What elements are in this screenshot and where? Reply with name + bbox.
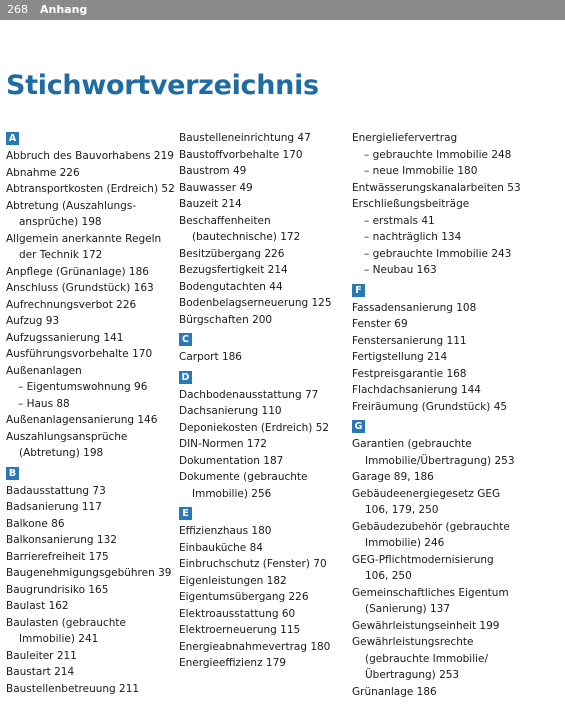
index-subentry: – erstmals 41 xyxy=(364,214,435,227)
index-entry: Anpflege (Grünanlage) 186 xyxy=(6,265,149,278)
index-entry: Deponiekosten (Erdreich) 52 xyxy=(179,421,330,434)
index-entry: Badsanierung 117 xyxy=(6,501,102,513)
index-entry: Bauleiter 211 xyxy=(6,649,77,662)
index-entry: Energieliefervertrag xyxy=(352,132,458,144)
index-entry: Baustrom 49 xyxy=(179,165,247,177)
index-entry-continuation: Immobilie) 246 xyxy=(365,537,445,549)
index-entry: Dokumente (gebrauchte xyxy=(179,471,308,483)
index-entry: Bodengutachten 44 xyxy=(179,280,283,293)
index-entry: Beschaffenheiten xyxy=(179,214,271,227)
index-entry-continuation: Übertragung) 253 xyxy=(365,669,460,681)
index-entry-continuation: (gebrauchte Immobilie/ xyxy=(365,652,489,665)
index-subentry: – Eigentumswohnung 96 xyxy=(18,381,148,393)
index-entry-continuation: 106, 179, 250 xyxy=(365,504,439,516)
index-entry: Eigentumsübergang 226 xyxy=(179,591,309,603)
index-subentry: – nachträglich 134 xyxy=(364,231,462,243)
index-entry: Energieeffizienz 179 xyxy=(179,657,286,669)
index-entry: DIN-Normen 172 xyxy=(179,438,267,450)
index-entry: Eigenleistungen 182 xyxy=(179,574,287,587)
letter-heading-c: C xyxy=(179,333,192,346)
letter-heading-d: D xyxy=(179,371,192,384)
index-entry: Festpreisgarantie 168 xyxy=(352,367,467,380)
index-entry: Abnahme 226 xyxy=(6,166,80,179)
letter-heading-a: A xyxy=(6,132,19,145)
index-entry: Dachsanierung 110 xyxy=(179,405,282,417)
section-name: Anhang xyxy=(40,3,88,16)
index-column-2 xyxy=(179,130,344,672)
letter-heading-f: F xyxy=(352,284,365,297)
index-entry: Baustoffvorbehalte 170 xyxy=(179,148,303,161)
index-entry: Dokumentation 187 xyxy=(179,454,284,467)
index-entry: Garage 89, 186 xyxy=(352,471,434,483)
index-entry-continuation: Immobilie) 241 xyxy=(19,633,99,645)
letter-heading-e: E xyxy=(179,507,192,520)
index-entry: Außenanlagen xyxy=(6,364,82,377)
index-entry: Bauzeit 214 xyxy=(179,198,242,210)
index-entry: Gebäudezubehör (gebrauchte xyxy=(352,520,510,533)
index-entry: Energieabnahmevertrag 180 xyxy=(179,640,331,653)
index-entry: Fenster 69 xyxy=(352,318,408,330)
index-subentry: – Haus 88 xyxy=(18,397,70,410)
index-entry-continuation: (Sanierung) 137 xyxy=(365,603,450,615)
index-entry: Einbruchschutz (Fenster) 70 xyxy=(179,558,327,570)
index-subentry: – neue Immobilie 180 xyxy=(364,165,478,177)
page-title: Stichwortverzeichnis xyxy=(6,70,319,101)
index-entry: Abtransportkosten (Erdreich) 52 xyxy=(6,183,175,195)
page-number: 268 xyxy=(7,3,28,16)
letter-heading-g: G xyxy=(352,420,365,433)
index-entry: Fassadensanierung 108 xyxy=(352,301,477,314)
index-entry: Baulast 162 xyxy=(6,600,69,612)
index-entry: Gewährleistungseinheit 199 xyxy=(352,619,500,632)
index-entry: Freiräumung (Grundstück) 45 xyxy=(352,400,508,413)
index-entry: Garantien (gebrauchte xyxy=(352,438,472,450)
index-entry: Grünanlage 186 xyxy=(352,685,437,698)
index-entry: Baugrundrisiko 165 xyxy=(6,583,109,596)
index-entry: Flachdachsanierung 144 xyxy=(352,384,481,396)
index-subentry: – gebrauchte Immobilie 243 xyxy=(364,247,512,260)
index-entry-continuation: ansprüche) 198 xyxy=(19,216,102,228)
running-header xyxy=(0,0,565,20)
index-entry: Baustart 214 xyxy=(6,666,75,678)
index-entry: Badausstattung 73 xyxy=(6,484,106,497)
index-entry: Fertigstellung 214 xyxy=(352,351,448,363)
index-subentry: – gebrauchte Immobilie 248 xyxy=(364,148,512,161)
index-entry-continuation: (Abtretung) 198 xyxy=(19,447,104,459)
index-entry-continuation: (bautechnische) 172 xyxy=(192,231,301,243)
index-entry: Einbauküche 84 xyxy=(179,541,263,554)
index-entry: Gewährleistungsrechte xyxy=(352,636,474,648)
index-entry-continuation: Immobilie/Übertragung) 253 xyxy=(365,454,515,467)
index-entry: Entwässerungskanalarbeiten 53 xyxy=(352,181,521,194)
index-entry: Aufzugssanierung 141 xyxy=(6,331,124,344)
index-entry: Baugenehmigungsgebühren 39 xyxy=(6,567,172,579)
index-column-1 xyxy=(6,130,174,697)
index-entry: Aufrechnungsverbot 226 xyxy=(6,298,137,311)
index-entry: Anschluss (Grundstück) 163 xyxy=(6,282,154,294)
index-entry: Baustelleneinrichtung 47 xyxy=(179,132,311,144)
index-entry: Bezugsfertigkeit 214 xyxy=(179,264,288,276)
letter-heading-b: B xyxy=(6,467,19,480)
index-entry-continuation: 106, 250 xyxy=(365,570,412,582)
index-entry: Baustellenbetreuung 211 xyxy=(6,682,140,695)
index-entry: Erschließungsbeiträge xyxy=(352,198,470,210)
index-entry: Fenstersanierung 111 xyxy=(352,334,467,347)
index-entry-continuation: der Technik 172 xyxy=(19,249,103,261)
index-entry: Baulasten (gebrauchte xyxy=(6,616,126,629)
index-entry: Außenanlagensanierung 146 xyxy=(6,414,158,426)
index-entry: Ausführungsvorbehalte 170 xyxy=(6,348,153,360)
index-entry: Balkone 86 xyxy=(6,517,65,530)
index-entry: Gebäudeenergiegesetz GEG xyxy=(352,487,501,500)
index-entry: Bodenbelagserneuerung 125 xyxy=(179,297,332,309)
index-entry: Elektroerneuerung 115 xyxy=(179,624,301,636)
index-entry: Besitzübergang 226 xyxy=(179,247,285,260)
index-entry: Effizienzhaus 180 xyxy=(179,525,272,537)
index-entry: Allgemein anerkannte Regeln xyxy=(6,232,162,245)
index-entry: Balkonsanierung 132 xyxy=(6,534,117,546)
index-subentry: – Neubau 163 xyxy=(364,264,437,276)
index-entry: Elektroausstattung 60 xyxy=(179,607,296,620)
index-entry: GEG-Pflichtmodernisierung xyxy=(352,553,494,566)
index-entry: Gemeinschaftliches Eigentum xyxy=(352,586,509,599)
index-column-3 xyxy=(352,130,562,700)
index-entry-continuation: Immobilie) 256 xyxy=(192,487,272,500)
index-entry: Bürgschaften 200 xyxy=(179,313,273,326)
index-entry: Bauwasser 49 xyxy=(179,181,253,194)
index-entry: Auszahlungsansprüche xyxy=(6,430,128,443)
index-entry: Carport 186 xyxy=(179,351,242,363)
index-entry: Abbruch des Bauvorhabens 219 xyxy=(6,150,174,162)
index-entry: Aufzug 93 xyxy=(6,315,60,327)
index-entry: Abtretung (Auszahlungs- xyxy=(6,199,137,212)
index-entry: Barrierefreiheit 175 xyxy=(6,550,109,563)
index-entry: Dachbodenausstattung 77 xyxy=(179,388,319,401)
